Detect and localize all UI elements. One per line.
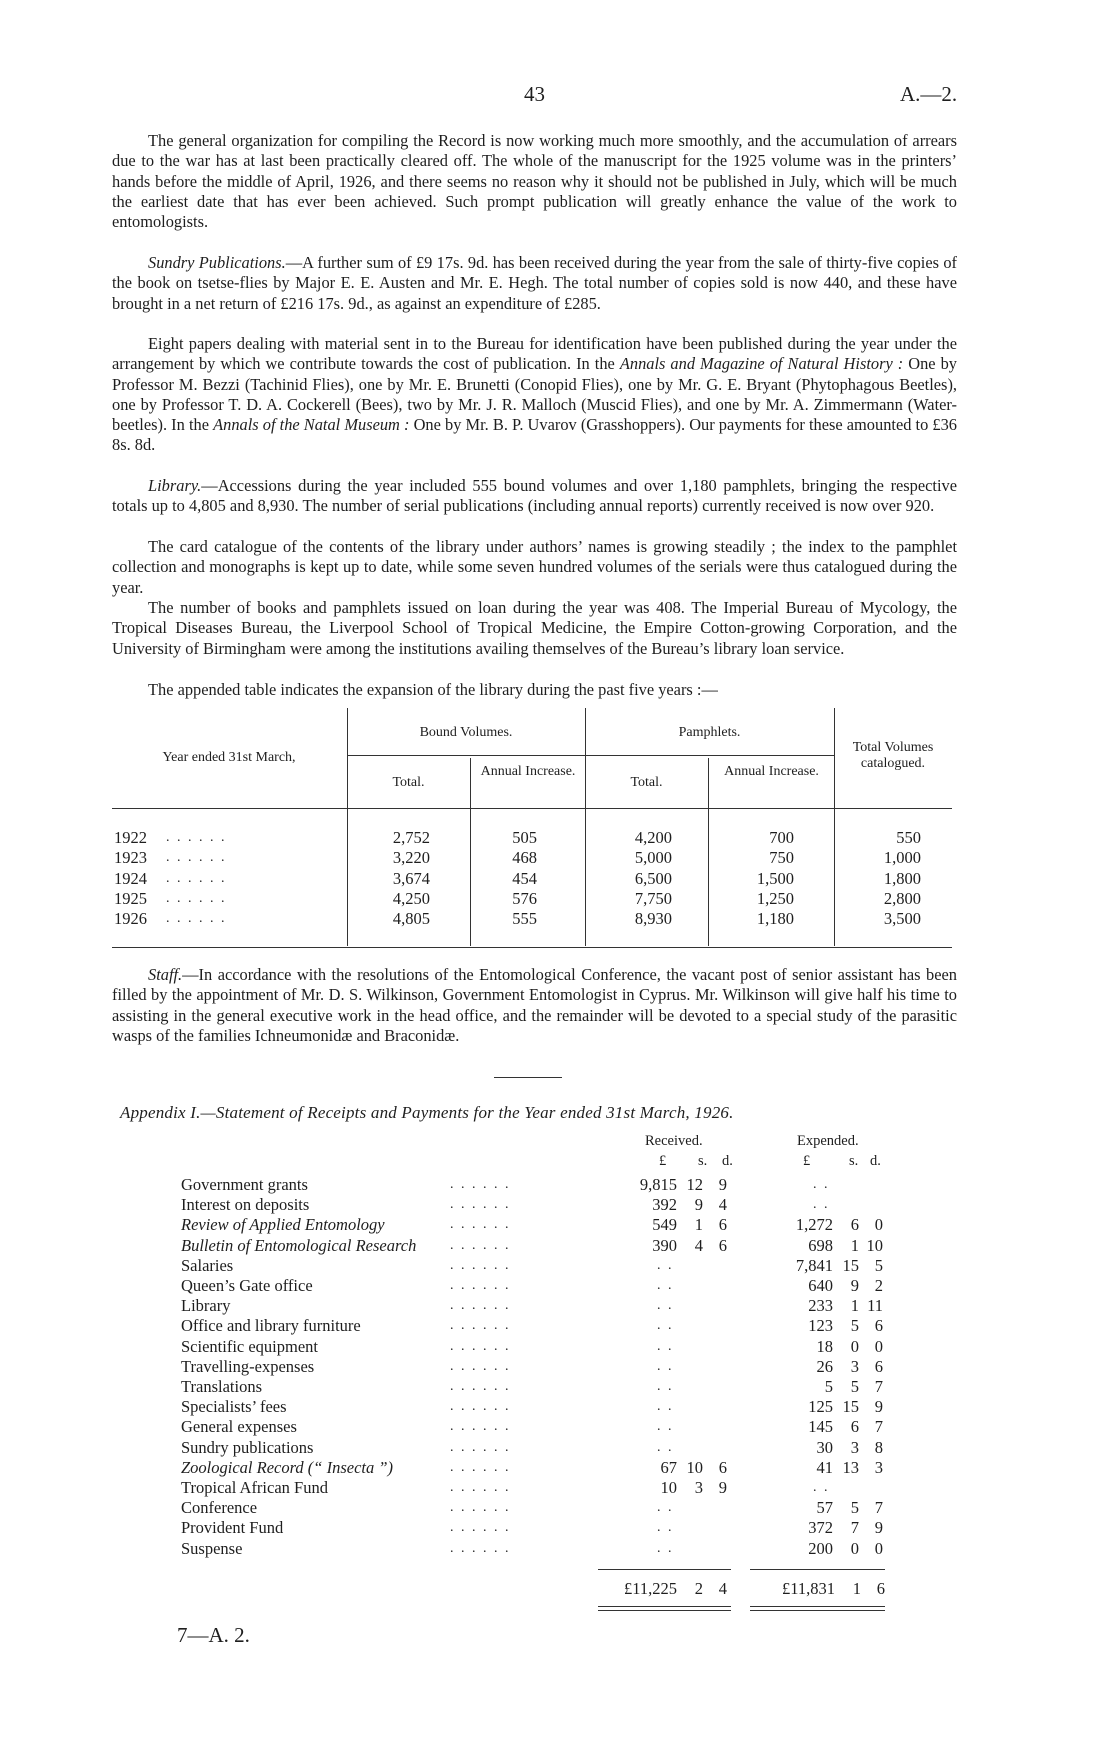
paragraph-staff (112, 965, 957, 1046)
paragraph-sundry (112, 253, 957, 314)
account-label: Tropical African Fund (181, 1478, 328, 1497)
page-number: 43 (524, 82, 545, 106)
pamph-increase-cell: 700 (769, 828, 794, 847)
received-blank: . . (657, 1540, 674, 1556)
double-rule-received-1 (598, 1606, 731, 1607)
expended-pounds: 7,841 (795, 1255, 833, 1275)
paragraph-table-intro (112, 680, 957, 700)
bound-increase-cell: 454 (512, 868, 537, 888)
expended-shillings: 1 (850, 1296, 859, 1316)
staff-text: —In accordance with the resolutions of the Entomological Conference, the vacant post of senior assistant has been filled by the appointment of Mr. D. S. Wilkinson, Government Entomologist in Cyprus. Mr. Wilkinson will give half his time to assisting in the general executive work in the head office, and the remainder will be devoted to a special study of the parasitic wasps of the families Ichneumonidæ and Braconidæ. (112, 965, 957, 1045)
paragraph-catalogue (112, 537, 957, 598)
expended-unit-pence: d. (870, 1153, 881, 1169)
leader-dots: . . . . . . (450, 1459, 511, 1475)
account-label: Bulletin of Entomological Research (181, 1235, 417, 1255)
leader-dots: . . . . . . (166, 870, 227, 886)
paragraph-library (112, 476, 957, 517)
account-label: Travelling-expenses (181, 1356, 315, 1376)
account-label: Specialists’ fees (181, 1397, 287, 1417)
pamph-total-cell: 5,000 (634, 848, 672, 868)
expended-pounds: 123 (808, 1316, 833, 1336)
received-shillings: 4 (694, 1235, 703, 1255)
expended-header: Expended. (797, 1133, 859, 1149)
received-shillings: 1 (694, 1215, 703, 1235)
papers-text-a: Eight papers dealing with material sent in to the Bureau for identification have been published during the year under the arrangement by which we contribute towards the cost of publication. In the (112, 334, 957, 374)
leader-dots: . . . . . . (450, 1237, 511, 1253)
leader-dots: . . . . . . (450, 1197, 511, 1213)
leader-dots: . . . . . . (450, 1177, 511, 1192)
account-label: Salaries (181, 1255, 234, 1275)
leader-dots: . . . . . . (166, 830, 227, 845)
received-unit-pounds: £ (659, 1153, 667, 1169)
leader-dots: . . . . . . (450, 1500, 511, 1516)
expended-pence: 7 (874, 1498, 883, 1518)
total-rule-received (598, 1569, 731, 1570)
expended-shillings: 7 (850, 1518, 859, 1538)
expended-pounds: 57 (816, 1498, 833, 1518)
expended-total-pence: 6 (876, 1578, 885, 1598)
account-label: Queen’s Gate office (181, 1276, 313, 1295)
leader-dots: . . . . . . (450, 1399, 511, 1415)
received-blank: . . (657, 1338, 674, 1354)
pamph-total-cell: 6,500 (634, 868, 672, 888)
library-heading: Library. (148, 476, 202, 495)
received-blank: . . (657, 1298, 674, 1314)
received-blank: . . (657, 1520, 674, 1536)
double-rule-received-2 (598, 1610, 731, 1611)
col-bound-header: Bound Volumes. (419, 725, 513, 740)
expended-shillings: 13 (842, 1457, 859, 1477)
pamph-increase-cell: 1,250 (756, 888, 794, 908)
account-label: Office and library furniture (181, 1316, 361, 1336)
bound-total-cell: 2,752 (392, 828, 430, 847)
expended-pounds: 233 (808, 1296, 833, 1316)
expended-pence: 2 (874, 1276, 883, 1295)
expended-total-pounds: £11,831 (781, 1578, 835, 1598)
expended-blank: . . (813, 1197, 830, 1213)
leader-dots: . . . . . . (450, 1318, 511, 1334)
pamph-total-cell: 4,200 (634, 828, 672, 847)
leader-dots: . . . . . . (166, 850, 227, 866)
received-blank: . . (657, 1379, 674, 1394)
expended-unit-pounds: £ (803, 1153, 811, 1169)
received-pounds: 10 (660, 1478, 677, 1497)
leader-dots: . . . . . . (450, 1257, 511, 1273)
expended-shillings: 6 (850, 1417, 859, 1437)
catalogued-cell: 3,500 (883, 909, 921, 929)
bound-total-cell: 3,220 (392, 848, 430, 868)
received-blank: . . (657, 1318, 674, 1334)
staff-heading: Staff. (148, 965, 183, 984)
expended-pence: 6 (874, 1356, 883, 1376)
table-year-cell: 1924 (114, 868, 147, 888)
paragraph-record (112, 131, 957, 232)
col-bound-total-header: Total. (392, 775, 425, 790)
leader-dots: . . . . . . (450, 1358, 511, 1374)
leader-dots: . . . . . . (166, 890, 227, 906)
account-label: Government grants (181, 1175, 308, 1194)
received-pounds: 9,815 (639, 1175, 677, 1194)
expended-shillings: 5 (850, 1377, 859, 1396)
received-shillings: 10 (686, 1457, 703, 1477)
expended-pence: 9 (874, 1397, 883, 1417)
account-label: Suspense (181, 1538, 243, 1558)
double-rule-expended-1 (750, 1606, 885, 1607)
sundry-text: —A further sum of £9 17s. 9d. has been received during the year from the sale of thirty-five copies of the book on tsetse-flies by Major E. E. Austen and Mr. E. Hegh. The total number of copies sold is now 440, and these have brought in a net return of £216 17s. 9d., as against an expenditure of £285. (112, 253, 957, 313)
received-shillings: 9 (694, 1195, 703, 1215)
leader-dots: . . . . . . (450, 1298, 511, 1314)
received-pence: 4 (718, 1195, 727, 1215)
bound-total-cell: 4,805 (392, 909, 430, 929)
leader-dots: . . . . . . (450, 1217, 511, 1233)
footer-signature: 7—A. 2. (177, 1623, 250, 1647)
leader-dots: . . . . . . (450, 1419, 511, 1435)
account-label: Translations (181, 1377, 262, 1396)
expended-pounds: 1,272 (795, 1215, 833, 1235)
expended-shillings: 3 (850, 1356, 859, 1376)
leader-dots: . . . . . . (450, 1278, 511, 1293)
bound-increase-cell: 555 (512, 909, 537, 929)
bound-total-cell: 3,674 (392, 868, 430, 888)
expended-blank: . . (813, 1177, 830, 1192)
expended-pounds: 372 (808, 1518, 833, 1538)
received-pounds: 549 (652, 1215, 677, 1235)
account-label: Interest on deposits (181, 1195, 310, 1215)
received-pounds: 390 (652, 1235, 677, 1255)
col-year-header: Year ended 31st March, (162, 750, 296, 765)
account-label: Sundry publications (181, 1437, 314, 1457)
expended-unit-shillings: s. (849, 1153, 859, 1169)
received-pence: 9 (718, 1175, 727, 1194)
received-header: Received. (645, 1133, 703, 1149)
account-label: Library (181, 1296, 231, 1316)
received-total-pounds: £11,225 (623, 1578, 677, 1598)
expended-pounds: 26 (816, 1356, 833, 1376)
received-pounds: 67 (660, 1457, 677, 1477)
bound-increase-cell: 505 (512, 828, 537, 847)
papers-text-b: One by Professor M. Bezzi (Tachinid Flies), one by Mr. E. Brunetti (Conopid Flies), one by Mr. G. E. Bryant (Phytophagous Beetles), one by Professor T. D. A. Cockerell (Bees), two by Mr. J. R. Malloch (Muscid Flies), and one by Mr. A. Zimmermann (Water-beetles). In the (112, 354, 958, 435)
received-unit-pence: d. (722, 1153, 733, 1169)
expended-pence: 6 (874, 1316, 883, 1336)
received-blank: . . (657, 1358, 674, 1374)
account-label: General expenses (181, 1417, 297, 1437)
received-total-pence: 4 (718, 1578, 727, 1598)
received-unit-shillings: s. (698, 1153, 708, 1169)
received-pence: 6 (718, 1215, 727, 1235)
bound-increase-cell: 468 (512, 848, 537, 868)
col-pamph-total-header: Total. (630, 775, 663, 790)
paragraph-record-text: The general organization for compiling the Record is now working much more smoothly, and the accumulation of arrears due to the war has at last been practically cleared off. The whole of the manuscript for the 1925 volume was in the printers’ hands before the middle of April, 1926, and there seems no reason why it should not be published in July, which will be much the earliest date that has ever been achieved. Such prompt publication will greatly enhance the value of the work to entomologists. (112, 131, 957, 232)
account-label: Conference (181, 1498, 258, 1518)
expended-pence: 3 (874, 1457, 883, 1477)
sundry-heading: Sundry Publications. (148, 253, 286, 272)
pamph-total-cell: 8,930 (634, 909, 672, 929)
received-blank: . . (657, 1439, 674, 1455)
table-year-cell: 1923 (114, 848, 147, 868)
expended-pounds: 5 (824, 1377, 833, 1396)
received-shillings: 12 (686, 1175, 703, 1194)
table-year-cell: 1922 (114, 828, 147, 847)
col-catalogued-header: Total Volumes catalogued. (852, 740, 934, 771)
catalogued-cell: 2,800 (883, 888, 921, 908)
pamph-increase-cell: 1,500 (756, 868, 794, 888)
expended-pounds: 41 (816, 1457, 833, 1477)
pamph-increase-cell: 1,180 (756, 909, 794, 929)
expended-pence: 11 (867, 1296, 883, 1316)
paragraph-loans (112, 598, 957, 659)
bound-increase-cell: 576 (512, 888, 537, 908)
table-intro-text: The appended table indicates the expansion of the library during the past five years :— (148, 680, 718, 699)
table-year-cell: 1925 (114, 888, 147, 908)
leader-dots: . . . . . . (450, 1338, 511, 1354)
expended-pounds: 640 (808, 1276, 833, 1295)
papers-text-c: One by Mr. B. P. Uvarov (Grasshoppers). Our payments for these amounted to £36 8s. 8d. (112, 415, 957, 455)
section-divider (494, 1077, 562, 1078)
expended-pounds: 30 (816, 1437, 833, 1457)
received-total-shillings: 2 (694, 1578, 703, 1598)
leader-dots: . . . . . . (450, 1439, 511, 1455)
received-pence: 6 (718, 1457, 727, 1477)
expended-pounds: 200 (808, 1538, 833, 1558)
expended-pence: 10 (866, 1235, 883, 1255)
received-blank: . . (657, 1500, 674, 1516)
expended-shillings: 15 (842, 1397, 859, 1417)
expended-blank: . . (813, 1480, 830, 1495)
double-rule-expended-2 (750, 1610, 885, 1611)
expended-shillings: 1 (850, 1235, 859, 1255)
bound-total-cell: 4,250 (392, 888, 430, 908)
received-shillings: 3 (694, 1478, 703, 1497)
expended-pence: 7 (874, 1417, 883, 1437)
expended-pence: 7 (874, 1377, 883, 1396)
received-pounds: 392 (652, 1195, 677, 1215)
expended-pence: 0 (874, 1336, 883, 1356)
expended-shillings: 5 (850, 1316, 859, 1336)
leader-dots: . . . . . . (166, 911, 227, 927)
leader-dots: . . . . . . (450, 1520, 511, 1536)
leader-dots: . . . . . . (450, 1480, 511, 1495)
account-label: Zoological Record (“ Insecta ”) (181, 1457, 394, 1477)
received-blank: . . (657, 1257, 674, 1273)
received-pence: 6 (718, 1235, 727, 1255)
expended-pence: 0 (874, 1215, 883, 1235)
journal-annals-magazine: Annals and Magazine of Natural History : (619, 354, 904, 374)
pamph-total-cell: 7,750 (634, 888, 672, 908)
expended-shillings: 0 (850, 1336, 859, 1356)
account-label: Provident Fund (181, 1518, 284, 1538)
paragraph-papers (112, 334, 957, 456)
expended-pence: 0 (874, 1538, 883, 1558)
expended-pence: 9 (874, 1518, 883, 1538)
leader-dots: . . . . . . (450, 1379, 511, 1394)
expended-total-shillings: 1 (852, 1578, 861, 1598)
expended-pence: 5 (874, 1255, 883, 1275)
col-pamphlets-header: Pamphlets. (678, 725, 741, 740)
catalogue-text: The card catalogue of the contents of the library under authors’ names is growing steadily ; the index to the pamphlet collection and monographs is kept up to date, while some seven hundred volumes of the serials were thus catalogued during the year. (112, 537, 957, 597)
expended-shillings: 5 (850, 1498, 859, 1518)
catalogued-cell: 550 (896, 828, 921, 847)
table-year-cell: 1926 (114, 909, 147, 929)
document-reference: A.—2. (900, 82, 958, 106)
catalogued-cell: 1,800 (883, 868, 921, 888)
expended-pounds: 18 (816, 1336, 833, 1356)
received-blank: . . (657, 1399, 674, 1415)
expended-shillings: 9 (850, 1276, 859, 1295)
expended-shillings: 15 (842, 1255, 859, 1275)
pamph-increase-cell: 750 (769, 848, 794, 868)
received-pence: 9 (718, 1478, 727, 1497)
total-rule-expended (750, 1569, 885, 1570)
expended-pounds: 145 (808, 1417, 833, 1437)
catalogued-cell: 1,000 (883, 848, 921, 868)
expended-pence: 8 (874, 1437, 883, 1457)
expended-shillings: 6 (850, 1215, 859, 1235)
expended-shillings: 0 (850, 1538, 859, 1558)
expended-shillings: 3 (850, 1437, 859, 1457)
col-pamph-increase-header: Annual Increase. (724, 764, 819, 779)
received-blank: . . (657, 1419, 674, 1435)
account-label: Review of Applied Entomology (181, 1215, 385, 1235)
expended-pounds: 125 (808, 1397, 833, 1417)
appendix-title: Appendix I.—Statement of Receipts and Payments for the Year ended 31st March, 1926. (120, 1103, 734, 1122)
library-text: —Accessions during the year included 555 bound volumes and over 1,180 pamphlets, bringing the respective totals up to 4,805 and 8,930. The number of serial publications (including annual reports) currently received is now over 920. (112, 476, 957, 516)
journal-natal-museum: Annals of the Natal Museum : (213, 415, 410, 435)
account-label: Scientific equipment (181, 1336, 319, 1356)
loans-text: The number of books and pamphlets issued on loan during the year was 408. The Imperial Bureau of Mycology, the Tropical Diseases Bureau, the Liverpool School of Tropical Medicine, the Empire Cotton-growing Corporation, and the University of Birmingham were among the institutions availing themselves of the Bureau’s library loan service. (112, 598, 957, 658)
expended-pounds: 698 (808, 1235, 833, 1255)
col-bound-increase-header: Annual Increase. (480, 764, 576, 779)
leader-dots: . . . . . . (450, 1540, 511, 1556)
received-blank: . . (657, 1278, 674, 1293)
